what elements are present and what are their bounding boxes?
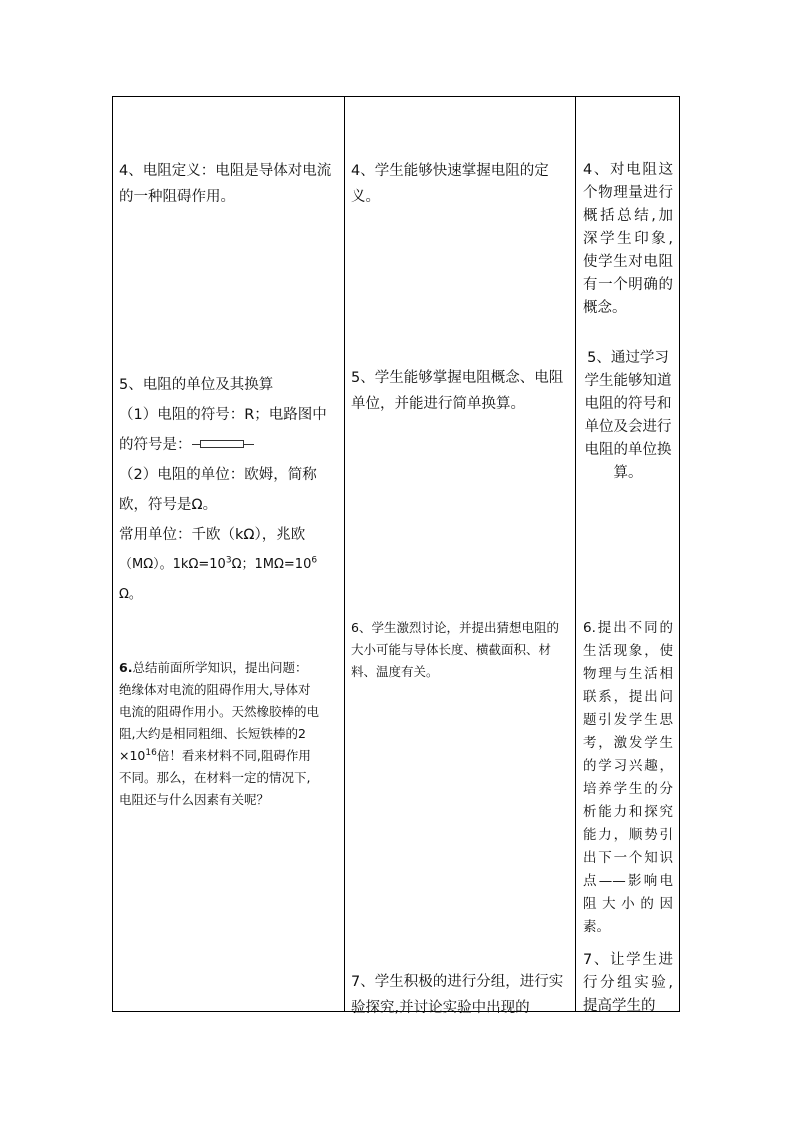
- col1-definition: [119, 158, 337, 210]
- question-intent-text: 6.提出不同的生活现象，使物理与生活相联系，提出问题引发学生思考，激发学生的学习兴趣，培养学生的分析能力和探究能力，顺势引出下一个知识点——影响电阻大小的因素。: [583, 620, 673, 935]
- col2-discussion: [351, 617, 571, 683]
- column-divider-2: [575, 97, 576, 1011]
- col2-experiment: [351, 969, 569, 1021]
- col2-definition-goal: [351, 158, 569, 210]
- question-line-5: $\times 10^{16}$倍！看来材料不同,阻碍作用: [119, 747, 311, 763]
- col3-units-intent: [581, 347, 675, 485]
- definition-text: 4、电阻定义：电阻是导体对电流的一种阻碍作用。: [119, 163, 332, 205]
- question-line-1: 6.总结前面所学知识，提出问题：: [119, 660, 308, 675]
- question-line-6: 不同。那么，在材料一定的情况下,: [119, 770, 311, 785]
- definition-goal-text: 4、学生能够快速掌握电阻的定义。: [351, 163, 549, 205]
- definition-intent-text: 4、对电阻这个物理量进行概括总结,加深学生印象,使学生对电阻有一个明确的概念。: [583, 162, 673, 316]
- symbol-line-2: [119, 430, 341, 460]
- col3-question-intent: [583, 617, 673, 939]
- col1-units: [119, 370, 341, 610]
- units-intent-text: 5、通过学习学生能够知道电阻的符号和单位及会进行电阻的单位换算。: [584, 350, 672, 481]
- col3-experiment-intent: [583, 949, 673, 1018]
- units-goal-text: 5、学生能够掌握电阻概念、电阻单位，并能进行简单换算。: [351, 370, 564, 412]
- units-title: 5、电阻的单位及其换算: [119, 377, 274, 393]
- col2-units-goal: [351, 365, 569, 417]
- unit-line-1: （2）电阻的单位：欧姆，简称: [119, 467, 317, 483]
- symbol-line-1: （1）电阻的符号：R；电路图中: [119, 407, 327, 423]
- lesson-plan-table: [112, 96, 680, 1016]
- resistor-symbol-icon: [192, 440, 254, 450]
- col3-definition-intent: [583, 159, 673, 320]
- question-line-7: 电阻还与什么因素有关呢？: [119, 792, 270, 807]
- common-units-line-2: （MΩ）。$1k\Omega=10^3\Omega$；$1M\Omega=10^6$: [119, 555, 318, 572]
- question-line-4: 阻,大约是相同粗细、长短铁棒的2: [119, 726, 306, 741]
- question-line-2: 绝缘体对电流的阻碍作用大,导体对: [119, 682, 311, 697]
- unit-line-2: 欧，符号是Ω。: [119, 497, 218, 513]
- question-line-3: 电流的阻碍作用小。天然橡胶棒的电: [119, 704, 320, 719]
- experiment-intent-text: 7、让学生进行分组实验,提高学生的: [583, 952, 673, 1014]
- column-divider-1: [344, 97, 345, 1011]
- col1-question: [119, 657, 341, 811]
- common-units-line-3: Ω。: [119, 587, 142, 602]
- discussion-text: 6、学生激烈讨论，并提出猜想电阻的大小可能与导体长度、横截面积、材料、温度有关。: [351, 620, 559, 679]
- common-units-line-1: 常用单位：千欧（kΩ），兆欧: [119, 527, 306, 543]
- symbol-label: 的符号是：: [119, 437, 192, 453]
- experiment-text: 7、学生积极的进行分组，进行实验探究,并讨论实验中出现的: [351, 974, 564, 1016]
